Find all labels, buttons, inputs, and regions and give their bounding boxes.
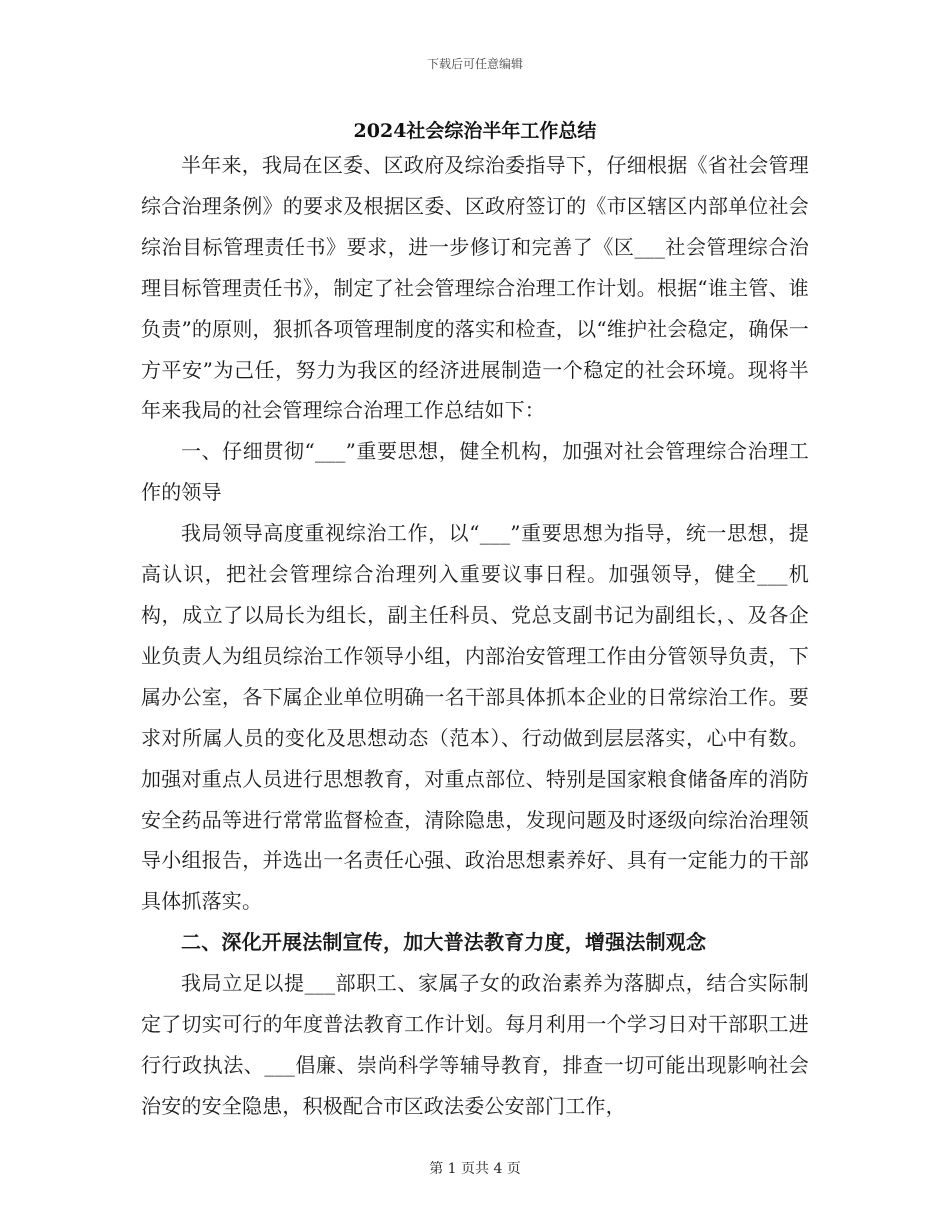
paragraph-intro: 半年来，我局在区委、区政府及综治委指导下，仔细根据《省社会管理综合治理条例》的要求及根据区委、区政府签订的《市区辖区内部单位社会综治目标管理责任书》要求，进一步修订和完善了《区___社会管理综合治理目标管理责任书》，制定了社会管理综合治理工作计划。根据“谁主管、谁负责”的原则，狠抓各项管理制度的落实和检查，以“维护社会稳定，确保一方平安”为己任，努力为我区的经济进展制造一个稳定的社会环境。现将半年来我局的社会管理综合治理工作总结如下： [141, 153, 809, 423]
section-heading-2: 二、深化开展法制宣传，加大普法教育力度，增强法制观念 [181, 930, 707, 955]
paragraph-section-2: 我局立足以提___部职工、家属子女的政治素养为落脚点，结合实际制定了切实可行的年度普法教育工作计划。每月利用一个学习日对干部职工进行行政执法、___倡廉、崇尚科学等辅导教育，排查一切可能出现影响社会治安的安全隐患，积极配合市区政法委公安部门工作， [141, 971, 809, 1118]
page-header-note: 下载后可任意编辑 [426, 57, 523, 71]
document-body [141, 145, 809, 1127]
paragraph-section-1: 我局领导高度重视综治工作，以“___”重要思想为指导，统一思想，提高认识，把社会管理综合治理列入重要议事日程。加强领导，健全___机构，成立了以局长为组长，副主任科员、党总支副书记为副组长，、及各企业负责人为组员综治工作领导小组，内部治安管理工作由分管领导负责，下属办公室，各下属企业单位明确一名干部具体抓本企业的日常综治工作。要求对所属人员的变化及思想动态（范本）、行动做到层层落实，心中有数。加强对重点人员进行思想教育，对重点部位、特别是国家粮食储备库的消防安全药品等进行常常监督检查，清除隐患，发现问题及时逐级向综治治理领导小组报告，并选出一名责任心强、政治思想素养好、具有一定能力的干部具体抓落实。 [141, 521, 809, 914]
page-footer-number: 第 1 页共 4 页 [429, 1161, 521, 1177]
document-title: 2024社会综治半年工作总结 [353, 120, 597, 142]
section-heading-1: 一、仔细贯彻“___”重要思想，健全机构，加强对社会管理综合治理工作的领导 [141, 439, 809, 505]
